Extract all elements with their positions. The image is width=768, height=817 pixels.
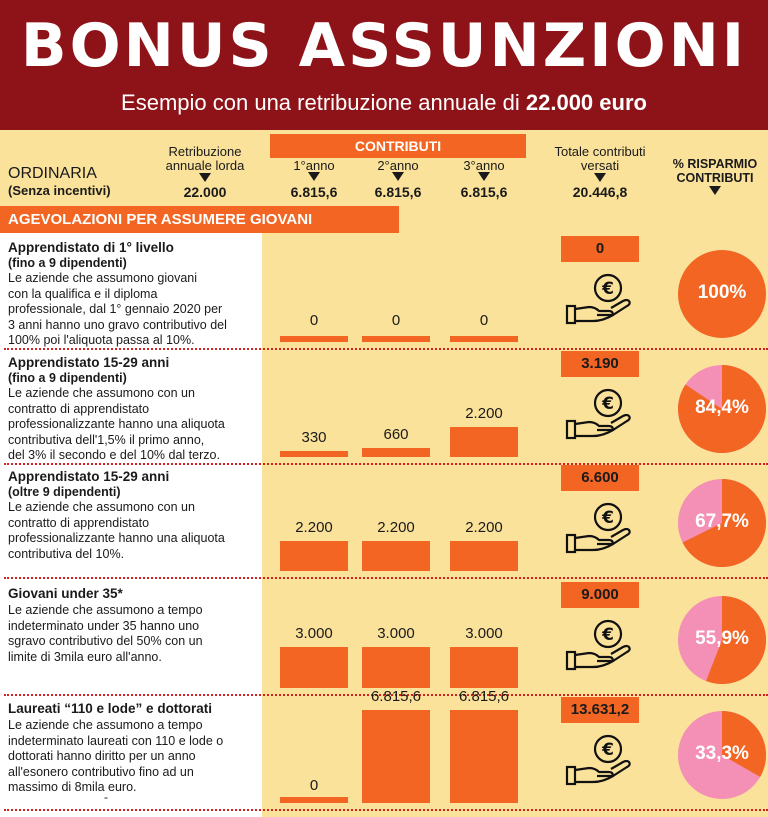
row-description-line: indeterminato laureati con 110 e lode o xyxy=(8,733,224,748)
bar xyxy=(450,541,518,571)
row-subtitle: (oltre 9 dipendenti) xyxy=(8,485,121,499)
row-description-line: limite di 3mila euro all'anno. xyxy=(8,649,162,664)
ordinaria-label: ORDINARIA xyxy=(8,165,97,182)
bar-value-label: 0 xyxy=(391,312,401,329)
row-description-line: professionalizzante hanno una aliquota xyxy=(8,417,225,431)
row-title: Apprendistato di 1° livello xyxy=(8,240,174,255)
bar-value-label: 3.000 xyxy=(465,625,503,642)
bar-value-label: 2.200 xyxy=(465,519,503,536)
col-header-totale xyxy=(540,145,660,173)
row-title: Apprendistato 15-29 anni xyxy=(8,355,170,370)
ordinaria-anno1: 6.815,6 xyxy=(290,184,338,200)
row-description-line: con la qualifica e il diploma xyxy=(8,286,158,301)
hand-euro-icon xyxy=(563,619,635,675)
bar xyxy=(280,647,348,688)
bar xyxy=(280,797,348,803)
savings-pct-label: 55,9% xyxy=(695,628,749,649)
col-header-risparmio-line1: % RISPARMIO xyxy=(672,157,758,171)
bar xyxy=(362,336,430,342)
bar-value-label: 0 xyxy=(479,312,489,329)
row-description-line: 3 anni hanno uno gravo contributivo del xyxy=(8,317,227,332)
ordinaria-sublabel: (Senza incentivi) xyxy=(8,183,111,198)
ordinaria-retribuzione: 22.000 xyxy=(183,184,227,200)
col-header-anno2: 2°anno xyxy=(377,158,419,173)
row-description-line: sgravo contributivo del 50% con un xyxy=(8,634,203,648)
row-description-line: professionale, dal 1° gennaio 2020 per xyxy=(8,302,223,316)
bar xyxy=(280,336,348,342)
bar-value-label: 2.200 xyxy=(465,405,503,422)
hand-euro-icon xyxy=(563,502,635,558)
ordinaria-anno2: 6.815,6 xyxy=(374,184,422,200)
col-header-totale-line2: versati xyxy=(580,158,620,173)
row-title: Laureati “110 e lode” e dottorati xyxy=(8,701,213,716)
bar xyxy=(450,710,518,803)
section-label: AGEVOLAZIONI PER ASSUMERE GIOVANI xyxy=(8,211,313,228)
bar-value-label: 6.815,6 xyxy=(370,688,422,705)
total-value: 6.600 xyxy=(581,469,619,486)
svg-text:€: € xyxy=(602,740,614,760)
savings-pct-label: 67,7% xyxy=(695,511,749,532)
col-header-retribuzione-line2: annuale lorda xyxy=(165,158,245,173)
row-description-line: dottorati hanno diritto per un anno xyxy=(8,749,196,763)
row-divider xyxy=(4,348,768,350)
ordinaria-anno3: 6.815,6 xyxy=(460,184,508,200)
subtitle-amount: 22.000 euro xyxy=(525,90,647,115)
row-description-line: contributiva dell'1,5% il primo anno, xyxy=(8,432,205,447)
arrow-down-icon xyxy=(392,172,404,181)
bar xyxy=(362,710,430,803)
row-title: Giovani under 35* xyxy=(8,586,123,601)
footer-mark: - xyxy=(104,790,108,804)
row-description-line: del 3% il secondo e del 10% dal terzo. xyxy=(8,448,220,462)
bar-value-label: 0 xyxy=(309,312,319,329)
row-divider xyxy=(4,809,768,811)
total-value: 9.000 xyxy=(581,586,619,603)
bar xyxy=(280,541,348,571)
savings-pct-label: 33,3% xyxy=(695,743,749,764)
arrow-down-icon xyxy=(709,186,721,195)
contributi-header-label: CONTRIBUTI xyxy=(354,138,442,154)
bar-value-label: 2.200 xyxy=(377,519,415,536)
page-title: BONUS ASSUNZIONI xyxy=(20,11,748,81)
svg-text:€: € xyxy=(602,625,614,645)
total-value: 3.190 xyxy=(581,355,619,372)
bar-value-label: 3.000 xyxy=(295,625,333,642)
row-description-line: professionalizzante hanno una aliquota xyxy=(8,531,225,545)
col-header-retribuzione-line1: Retribuzione xyxy=(168,144,242,159)
bar xyxy=(362,647,430,688)
row-divider xyxy=(4,463,768,465)
bar-value-label: 6.815,6 xyxy=(458,688,510,705)
bar-value-label: 3.000 xyxy=(377,625,415,642)
arrow-down-icon xyxy=(478,172,490,181)
col-header-risparmio-line2: CONTRIBUTI xyxy=(676,171,754,185)
arrow-down-icon xyxy=(308,172,320,181)
bar xyxy=(362,541,430,571)
row-title: Apprendistato 15-29 anni xyxy=(8,469,170,484)
row-description-line: indeterminato under 35 hanno uno xyxy=(8,618,200,633)
row-description-line: contributiva del 10%. xyxy=(8,546,125,561)
total-value: 0 xyxy=(595,240,605,257)
svg-text:€: € xyxy=(602,508,614,528)
row-description-line: 100% poi l'aliquota passa al 10%. xyxy=(8,333,195,347)
bar xyxy=(280,451,348,457)
ordinaria-totale: 20.446,8 xyxy=(572,184,628,200)
savings-pct-label: 100% xyxy=(697,282,747,303)
row-description-line: Le aziende che assumono a tempo xyxy=(8,718,203,732)
bar xyxy=(450,336,518,342)
col-header-anno3: 3°anno xyxy=(463,158,505,173)
arrow-down-icon xyxy=(594,173,606,182)
row-description-line: massimo di 8mila euro. xyxy=(8,780,137,794)
row-description-line: Le aziende che assumono a tempo xyxy=(8,603,203,617)
hand-euro-icon xyxy=(563,273,635,329)
row-divider xyxy=(4,577,768,579)
row-description-line: all'esonero contributivo fino ad un xyxy=(8,764,194,779)
bar-value-label: 330 xyxy=(301,429,327,446)
col-header-anno1: 1°anno xyxy=(293,158,335,173)
col-header-risparmio xyxy=(662,157,768,185)
col-header-totale-line1: Totale contributi xyxy=(554,144,646,159)
hand-euro-icon xyxy=(563,388,635,444)
row-subtitle: (fino a 9 dipendenti) xyxy=(8,256,127,270)
savings-pct-label: 84,4% xyxy=(695,397,749,418)
row-description-line: Le aziende che assumono con un xyxy=(8,500,195,514)
subtitle-prefix: Esempio con una retribuzione annuale di xyxy=(121,90,526,115)
bar xyxy=(362,448,430,457)
row-description-line: contratto di apprendistato xyxy=(8,401,150,416)
col-header-retribuzione xyxy=(160,145,250,173)
page-subtitle xyxy=(0,88,768,118)
bar xyxy=(450,427,518,457)
svg-text:€: € xyxy=(602,394,614,414)
row-description-line: contratto di apprendistato xyxy=(8,515,150,530)
row-description-line: Le aziende che assumono giovani xyxy=(8,271,198,285)
bar xyxy=(450,647,518,688)
bar-value-label: 0 xyxy=(309,777,319,794)
svg-text:€: € xyxy=(602,279,614,299)
bar-value-label: 2.200 xyxy=(295,519,333,536)
row-subtitle: (fino a 9 dipendenti) xyxy=(8,371,127,385)
row-description-line: Le aziende che assumono con un xyxy=(8,386,195,400)
bar-value-label: 660 xyxy=(383,426,409,443)
hand-euro-icon xyxy=(563,734,635,790)
total-value: 13.631,2 xyxy=(570,701,630,718)
arrow-down-icon xyxy=(199,173,211,182)
